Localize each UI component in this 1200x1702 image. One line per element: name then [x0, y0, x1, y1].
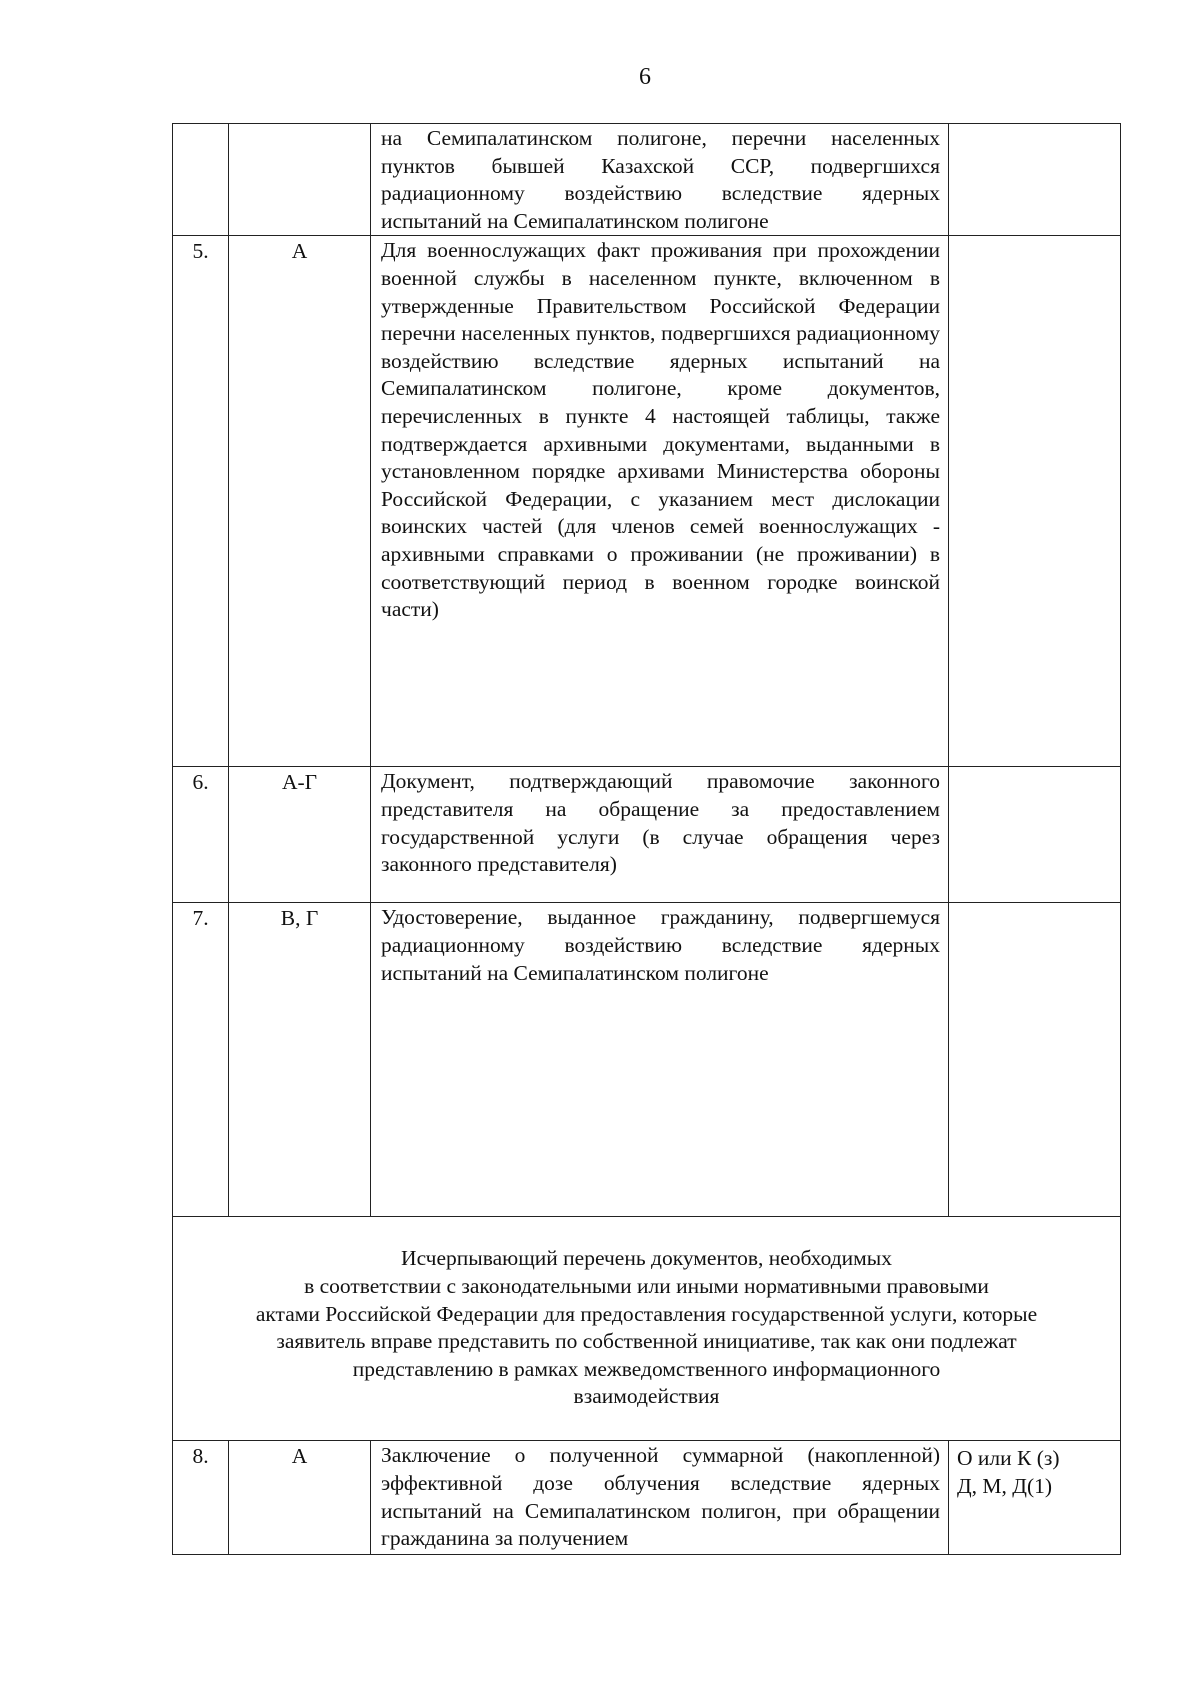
row-number-cell: 8.: [173, 1441, 229, 1555]
section-header-line: представлению в рамках межведомственного информационного: [352, 1356, 941, 1381]
row-info-cell: [949, 124, 1121, 236]
row-code-cell: А: [229, 1441, 371, 1555]
row-text-cell: Заключение о полученной суммарной (накопленной) эффективной дозе облучения вследствие ядерных испытаний на Семипалатинском полигон, при обращении гражданина за получением: [371, 1441, 949, 1555]
row-number-cell: 5.: [173, 236, 229, 767]
row-text-cell: Документ, подтверждающий правомочие законного представителя на обращение за предоставлением государственной услуги (в случае обращения через законного представителя): [371, 767, 949, 903]
page-number: 6: [639, 64, 651, 90]
row-info-line: Д, М, Д(1): [957, 1473, 1053, 1498]
row-number-cell: 6.: [173, 767, 229, 903]
documents-table: [172, 123, 1121, 1555]
row-number-cell: [173, 124, 229, 236]
section-header-line: заявитель вправе представить по собственной инициативе, так как они подлежат: [276, 1329, 1017, 1354]
row-info-cell: [949, 1441, 1121, 1555]
section-header-line: Исчерпывающий перечень документов, необходимых: [401, 1246, 892, 1271]
row-info-cell: [949, 236, 1121, 767]
table-row: [173, 1441, 1121, 1555]
row-code-cell: А: [229, 236, 371, 767]
section-header-line: в соответствии с законодательными или иными нормативными правовыми: [304, 1273, 989, 1298]
table-row: [173, 903, 1121, 1217]
row-code-cell: [229, 124, 371, 236]
section-header-line: взаимодействия: [573, 1384, 720, 1409]
row-text-cell: на Семипалатинском полигоне, перечни населенных пунктов бывшей Казахской ССР, подвергшихся радиационному воздействию вследствие ядерных испытаний на Семипалатинском полигоне: [371, 124, 949, 236]
row-number-cell: 7.: [173, 903, 229, 1217]
row-code-cell: А-Г: [229, 767, 371, 903]
table-row: [173, 767, 1121, 903]
section-header: [173, 1217, 1121, 1441]
section-header-row: [173, 1217, 1121, 1441]
table-row: [173, 124, 1121, 236]
row-text-cell: Для военнослужащих факт проживания при прохождении военной службы в населенном пункте, включенном в утвержденные Правительством Российской Федерации перечни населенных пунктов, подвергшихся радиационному воздействию вследствие ядерных испытаний на Семипалатинском полигоне, кроме документов, перечисленных в пункте 4 настоящей таблицы, также подтверждается архивными документами, выданными в установленном порядке архивами Министерства обороны Российской Федерации, с указанием мест дислокации воинских частей (для членов семей военнослужащих - архивными справками о проживании (не проживании) в соответствующий период в военном городке воинской части): [371, 236, 949, 767]
row-info-cell: [949, 903, 1121, 1217]
row-info-cell: [949, 767, 1121, 903]
section-header-line: актами Российской Федерации для предоставления государственной услуги, которые: [255, 1301, 1038, 1326]
row-code-cell: В, Г: [229, 903, 371, 1217]
row-info-line: О или К (з): [957, 1446, 1060, 1471]
table-row: [173, 236, 1121, 767]
row-text-cell: Удостоверение, выданное гражданину, подвергшемуся радиационному воздействию вследствие ядерных испытаний на Семипалатинском полигоне: [371, 903, 949, 1217]
